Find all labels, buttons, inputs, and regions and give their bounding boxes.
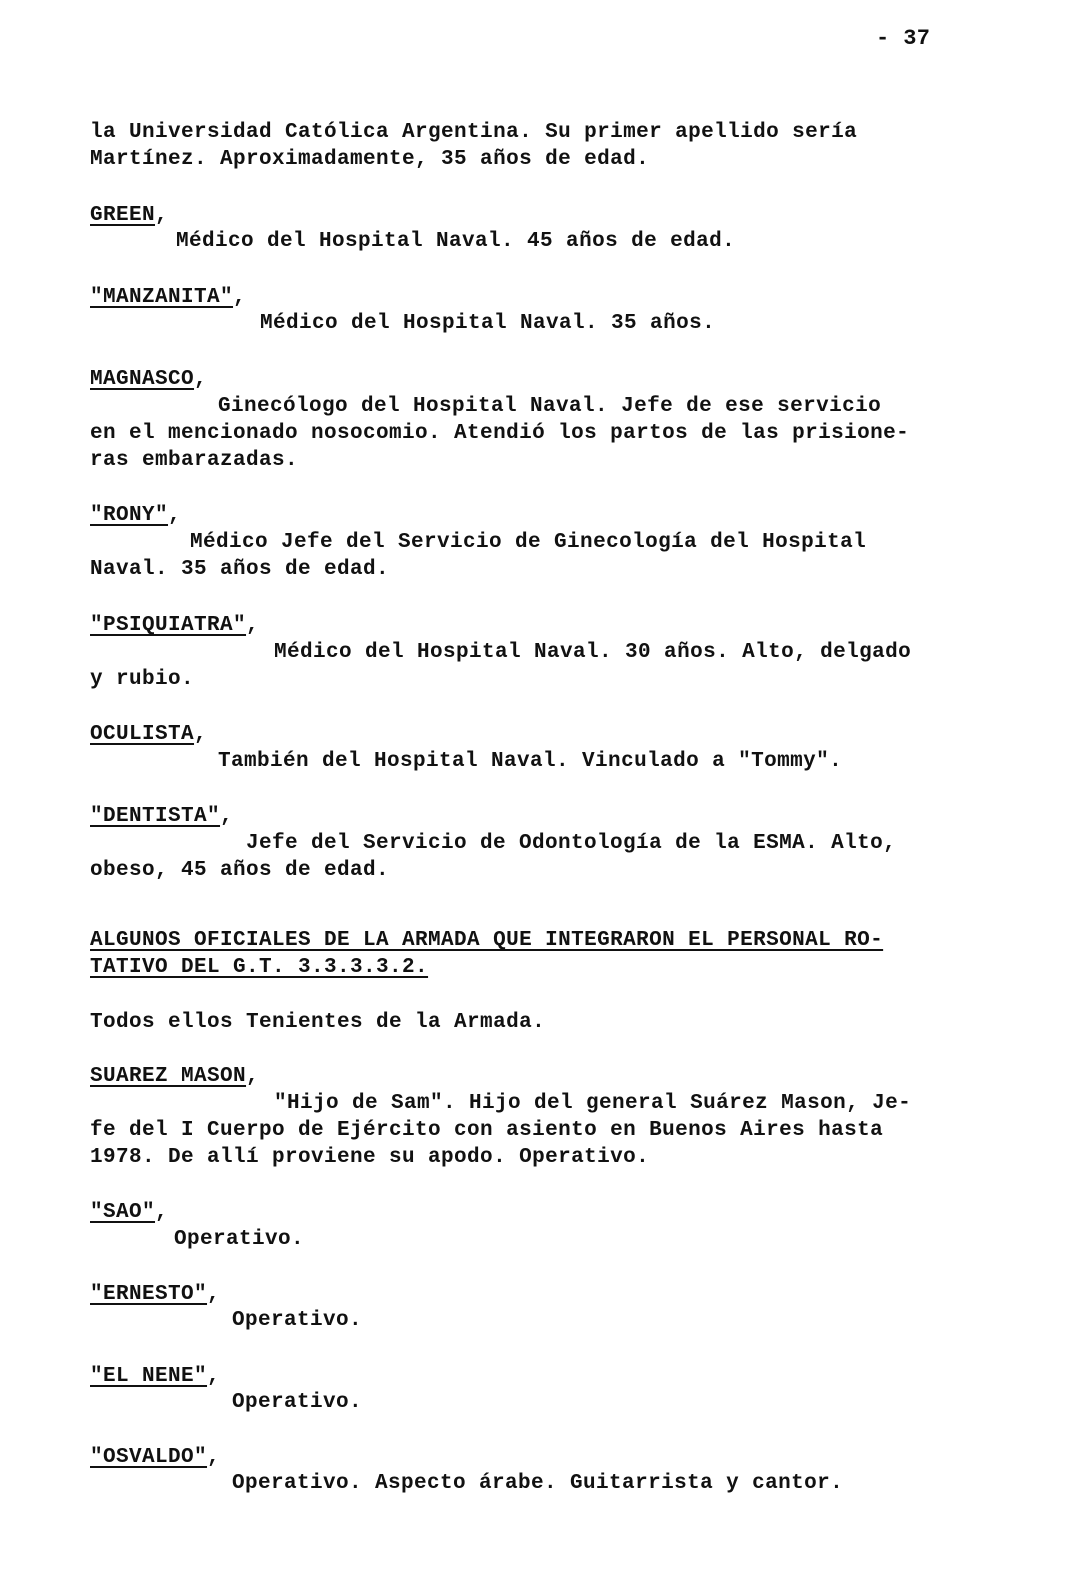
entry-magnasco-name: MAGNASCO [90,368,195,391]
entry-oculista-text-1: También del Hospital Naval. Vinculado a "Tommy". [218,750,843,773]
officer-el-nene-heading: "EL NENE", [90,1365,221,1388]
officer-sao-text-1: Operativo. [174,1228,305,1251]
intro-line-1: la Universidad Católica Argentina. Su primer apellido sería [90,121,858,144]
officer-suarez-mason-heading: SUAREZ MASON, [90,1065,260,1088]
entry-psiquiatra-text-2: y rubio. [90,668,195,691]
entry-green-text-1: Médico del Hospital Naval. 45 años de edad. [176,230,736,253]
officer-suarez-mason-text-3: 1978. De allí proviene su apodo. Operativo. [90,1146,650,1169]
officer-el-nene-name: "EL NENE" [90,1365,208,1388]
officer-ernesto-heading: "ERNESTO", [90,1283,221,1306]
entry-manzanita-name: "MANZANITA" [90,286,234,309]
entry-rony-heading: "RONY", [90,504,182,527]
entry-rony-text-2: Naval. 35 años de edad. [90,558,390,581]
officer-sao-heading: "SAO", [90,1201,169,1224]
entry-green-heading: GREEN, [90,204,169,227]
officer-osvaldo-text-1: Operativo. Aspecto árabe. Guitarrista y cantor. [232,1472,844,1495]
officer-suarez-mason-name: SUAREZ MASON [90,1065,247,1088]
entry-psiquiatra-heading: "PSIQUIATRA", [90,614,260,637]
entry-manzanita-text-1: Médico del Hospital Naval. 35 años. [260,312,716,335]
entry-rony-name: "RONY" [90,504,169,527]
officer-el-nene-text-1: Operativo. [232,1391,363,1414]
entry-magnasco-text-2: en el mencionado nosocomio. Atendió los partos de las prisione- [90,422,910,445]
entry-oculista-heading: OCULISTA, [90,723,208,746]
entry-magnasco-heading: MAGNASCO, [90,368,208,391]
intro-line-2: Martínez. Aproximadamente, 35 años de edad. [90,148,650,171]
officer-suarez-mason-text-2: fe del I Cuerpo de Ejército con asiento en Buenos Aires hasta [90,1119,884,1142]
entry-dentista-heading: "DENTISTA", [90,805,234,828]
officer-ernesto-text-1: Operativo. [232,1309,363,1332]
entry-dentista-text-1: Jefe del Servicio de Odontología de la ESMA. Alto, [246,832,897,855]
entry-manzanita-heading: "MANZANITA", [90,286,247,309]
entry-green-name: GREEN [90,204,156,227]
officer-suarez-mason-text-1: "Hijo de Sam". Hijo del general Suárez Mason, Je- [274,1092,912,1115]
entry-rony-text-1: Médico Jefe del Servicio de Ginecología del Hospital [190,531,867,554]
officer-ernesto-name: "ERNESTO" [90,1283,208,1306]
entry-psiquiatra-name: "PSIQUIATRA" [90,614,247,637]
page-number: - 37 [876,26,931,51]
section-heading-line-1: ALGUNOS OFICIALES DE LA ARMADA QUE INTEGRARON EL PERSONAL RO- [90,929,884,952]
entry-psiquiatra-text-1: Médico del Hospital Naval. 30 años. Alto, delgado [274,641,912,664]
officer-osvaldo-heading: "OSVALDO", [90,1446,221,1469]
entry-oculista-name: OCULISTA [90,723,195,746]
entry-magnasco-text-3: ras embarazadas. [90,449,299,472]
section-subtitle: Todos ellos Tenientes de la Armada. [90,1011,546,1034]
entry-dentista-text-2: obeso, 45 años de edad. [90,859,390,882]
entry-magnasco-text-1: Ginecólogo del Hospital Naval. Jefe de ese servicio [218,395,882,418]
officer-osvaldo-name: "OSVALDO" [90,1446,208,1469]
officer-sao-name: "SAO" [90,1201,156,1224]
entry-dentista-name: "DENTISTA" [90,805,221,828]
section-heading-line-2: TATIVO DEL G.T. 3.3.3.3.2. [90,956,429,979]
